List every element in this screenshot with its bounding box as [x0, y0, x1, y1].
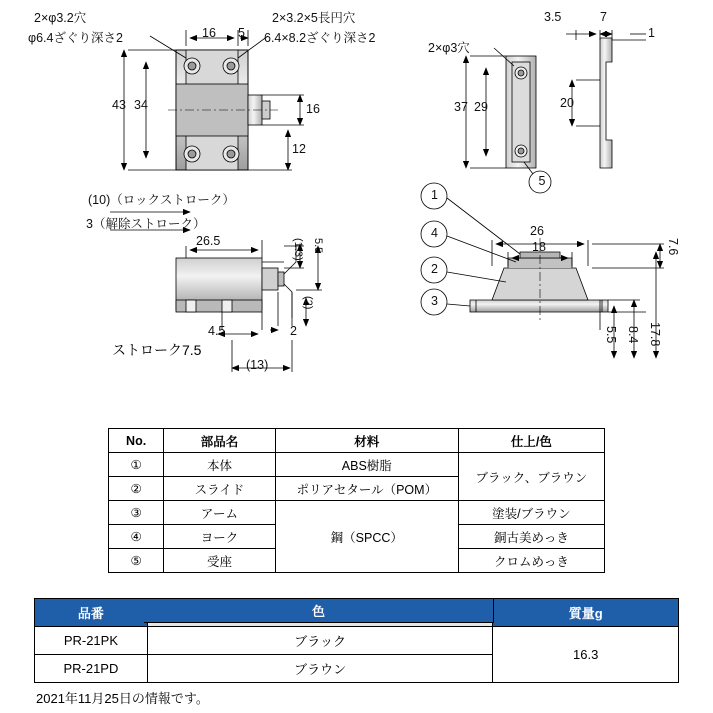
stroke-label: ストローク7.5: [112, 342, 202, 358]
side-dim-1: 1: [648, 26, 655, 40]
parts-cell-finish: ブラック、ブラウン: [458, 453, 604, 501]
stroke-dim-2: 2: [290, 324, 297, 338]
front-dim-5: 5: [238, 26, 245, 40]
section-dim-7p6: 7.6: [666, 238, 680, 256]
parts-cell-finish: クロムめっき: [458, 549, 604, 573]
stroke-dim-4p5: 4.5: [208, 324, 226, 338]
front-dim-34: 34: [134, 98, 148, 112]
parts-header-material: 材料: [275, 429, 458, 453]
parts-cell-no: ①: [109, 453, 164, 477]
section-dim-8p4: 8.4: [626, 326, 640, 344]
front-dim-12: 12: [292, 142, 306, 156]
parts-table: [108, 428, 605, 573]
parts-cell-name: 本体: [164, 453, 276, 477]
front-view-note-left-2: φ6.4ざぐり深さ2: [28, 31, 123, 45]
parts-cell-name: アーム: [164, 501, 276, 525]
parts-cell-no: ④: [109, 525, 164, 549]
balloon-4: 4: [431, 226, 438, 240]
parts-header-name: 部品名: [164, 429, 276, 453]
model-header-weight: 質量g: [493, 599, 679, 627]
section-dim-26: 26: [530, 224, 544, 238]
model-cell-weight: 16.3: [493, 627, 679, 683]
table-row: [109, 501, 605, 525]
parts-cell-finish: 塗装/ブラウン: [458, 501, 604, 525]
parts-cell-material: ポリアセタール（POM）: [275, 477, 458, 501]
model-header-color-spacer: [147, 599, 493, 627]
side-view-note: 2×φ3穴: [428, 41, 470, 55]
model-table: [34, 598, 679, 683]
balloon-2: 2: [431, 262, 438, 276]
side-dim-29: 29: [474, 100, 488, 114]
footnote-date: 2021年11月25日の情報です。: [36, 691, 209, 706]
section-dim-18: 18: [532, 240, 546, 254]
release-stroke-label: 3（解除ストローク）: [86, 217, 206, 231]
parts-cell-finish: 銅古美めっき: [458, 525, 604, 549]
parts-header-no: No.: [109, 429, 164, 453]
parts-header-finish: 仕上/色: [458, 429, 604, 453]
parts-cell-material: ABS樹脂: [275, 453, 458, 477]
side-dim-7: 7: [600, 10, 607, 24]
table-row: [35, 627, 679, 655]
front-view-note-right-2: 6.4×8.2ざぐり深さ2: [264, 31, 376, 45]
front-view-note-right-1: 2×3.2×5長円穴: [272, 11, 356, 25]
parts-cell-name: ヨーク: [164, 525, 276, 549]
model-table-header-row: [35, 599, 679, 627]
balloon-3: 3: [431, 294, 438, 308]
lock-stroke-label: (10)（ロックストローク）: [88, 193, 235, 207]
stroke-dim-26p5: 26.5: [196, 234, 221, 248]
model-header-part: 品番: [35, 599, 148, 627]
stroke-dim-13: (13): [246, 358, 269, 372]
table-row: [109, 453, 605, 477]
parts-cell-no: ②: [109, 477, 164, 501]
section-dim-17p8: 17.8: [648, 322, 662, 347]
parts-cell-material: 鋼（SPCC）: [275, 501, 458, 573]
parts-cell-name: スライド: [164, 477, 276, 501]
model-cell-color: ブラック: [147, 627, 493, 655]
section-dim-5p5: 5.5: [604, 326, 618, 344]
balloon-1: 1: [431, 188, 438, 202]
side-dim-20: 20: [560, 96, 574, 110]
side-dim-37: 37: [454, 100, 468, 114]
model-header-color: 色: [144, 598, 494, 623]
model-cell-color: ブラウン: [147, 655, 493, 683]
balloon-5: 5: [538, 174, 546, 188]
parts-cell-no: ③: [109, 501, 164, 525]
parts-cell-name: 受座: [164, 549, 276, 573]
front-dim-43: 43: [112, 98, 126, 112]
stroke-dim-2paren: (2): [302, 296, 314, 310]
front-dim-16-top: 16: [202, 26, 216, 40]
model-cell-part: PR-21PD: [35, 655, 148, 683]
side-dim-3p5: 3.5: [544, 10, 562, 24]
stroke-dim-5p5: 5.5: [312, 238, 324, 254]
parts-table-header-row: [109, 429, 605, 453]
front-dim-16-right: 16: [306, 102, 320, 116]
front-view-note-left-1: 2×φ3.2穴: [34, 11, 87, 25]
stroke-dim-1p3: (1.3): [292, 238, 304, 261]
parts-cell-no: ⑤: [109, 549, 164, 573]
model-cell-part: PR-21PK: [35, 627, 148, 655]
